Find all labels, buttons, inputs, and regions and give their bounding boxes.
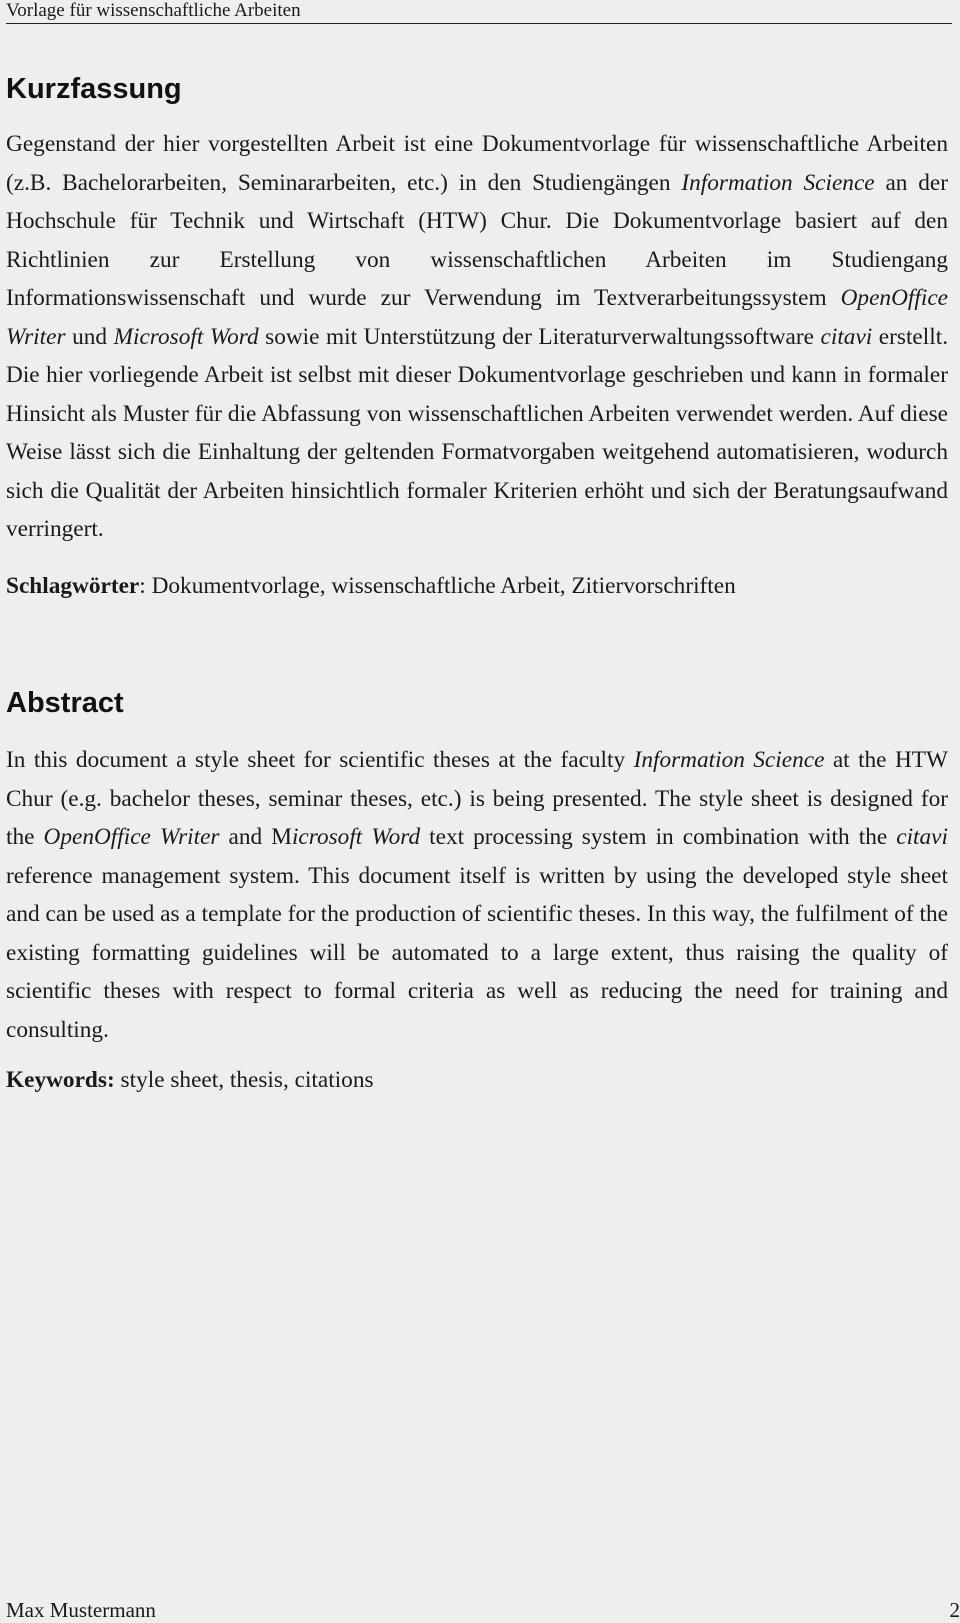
keywords-label: Schlagwörter <box>6 573 140 599</box>
text-run: sowie mit Unterstützung der Literaturverwaltungssoftware <box>258 323 821 350</box>
emphasis-text: icrosoft Word <box>291 824 421 850</box>
emphasis-text: OpenOffice Writer <box>43 824 220 850</box>
running-header <box>6 0 952 24</box>
footer-page-number: 2 <box>949 1598 960 1622</box>
schlagwoerter-line <box>6 571 736 601</box>
emphasis-text: Information Science <box>633 747 825 773</box>
text-run: Gegenstand der hier vorgestellten Arbeit ist eine Dokumentvorlage für wissenschaftliche Arbeiten (z.B. Bachelorarbeiten, Seminararbeiten, etc.) in den Studiengängen <box>6 131 948 196</box>
text-run: erstellt. Die hier vorliegende Arbeit ist selbst mit dieser Dokumentvorlage geschrieben und kann in formaler Hinsicht als Muster für die Abfassung von wissenschaftlichen Arbeiten verwendet werden. Auf diese Weise lässt sich die Einhaltung der geltenden Formatvorgaben weitgehend automatisieren, wodurch sich die Qualität der Arbeiten hinsichtlich formaler Kriterien erhöht und sich der Beratungsaufwand verringert. <box>6 323 949 542</box>
keywords-text: style sheet, thesis, citations <box>114 1067 374 1093</box>
footer-author: Max Mustermann <box>6 1598 156 1622</box>
text-run: und <box>65 323 114 350</box>
kurzfassung-paragraph <box>6 125 948 549</box>
abstract-heading: Abstract <box>6 687 124 719</box>
keywords-line <box>6 1065 374 1095</box>
emphasis-text: citavi <box>820 323 873 350</box>
text-run: In this document a style sheet for scientific theses at the faculty <box>6 747 634 773</box>
text-run: text processing system in combination with the <box>420 824 897 850</box>
keywords-label: Keywords: <box>6 1067 115 1093</box>
emphasis-text: Information Science <box>681 169 875 196</box>
text-run: reference management system. This document itself is written by using the developed style sheet and can be used as a template for the production of scientific theses. In this way, the fulfilment of the existing formatting guidelines will be automated to a large extent, thus raising the quality of scientific theses with respect to formal criteria as well as reducing the need for training and consulting. <box>6 862 948 1043</box>
emphasis-text: OpenOffice Writer <box>6 285 948 350</box>
text-run: at the HTW Chur (e.g. bachelor theses, seminar theses, etc.) is being presented. The style sheet is designed for the <box>6 747 948 850</box>
text-run: and M <box>219 824 292 850</box>
emphasis-text: Microsoft Word <box>113 323 259 350</box>
running-header-title: Vorlage für wissenschaftliche Arbeiten <box>6 0 301 21</box>
text-run: an der Hochschule für Technik und Wirtschaft (HTW) Chur. Die Dokumentvorlage basiert auf den Richtlinien zur Erstellung von wissenschaftlichen Arbeiten im Studiengang Informationswissenschaft und wurde zur Verwendung im Textverarbeitungssystem <box>6 169 949 311</box>
keywords-text: : Dokumentvorlage, wissenschaftliche Arbeit, Zitiervorschriften <box>139 573 736 599</box>
emphasis-text: citavi <box>896 824 948 850</box>
abstract-paragraph <box>6 741 948 1049</box>
kurzfassung-heading: Kurzfassung <box>6 73 182 105</box>
